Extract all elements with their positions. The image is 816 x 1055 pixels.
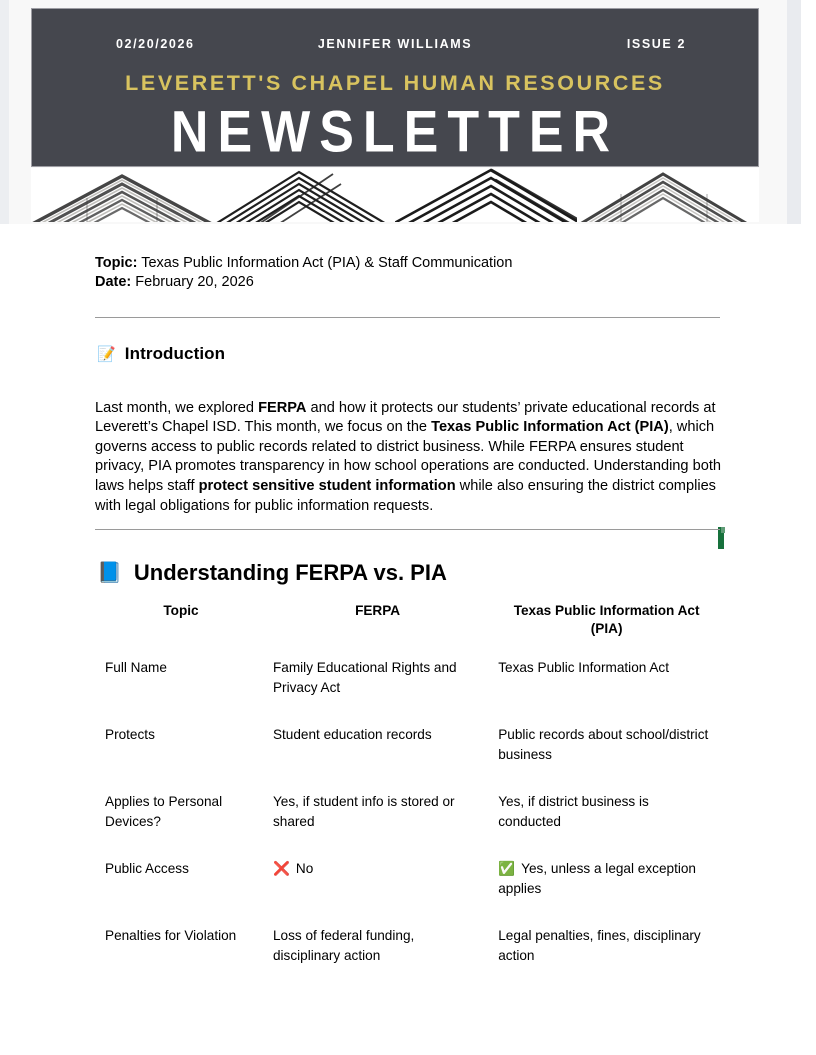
cell-topic: Full Name bbox=[105, 660, 167, 675]
emphasis-text: FERPA bbox=[258, 399, 307, 416]
meta-block bbox=[95, 254, 735, 292]
cell-pia bbox=[490, 658, 723, 725]
topic-line bbox=[95, 254, 735, 273]
cell-text: Public records about school/district business bbox=[498, 727, 709, 762]
chevron-motif bbox=[577, 168, 759, 222]
body-text: and how it protects our students’ private educational records at Leverett’s Chapel ISD. This month, we focus on the bbox=[95, 399, 716, 436]
introduction-paragraph bbox=[95, 399, 723, 517]
cell-text: Student education records bbox=[272, 727, 432, 742]
text-cursor-mark bbox=[718, 527, 724, 549]
masthead-meta-row bbox=[32, 37, 758, 55]
masthead-issue: ISSUE 2 bbox=[626, 37, 686, 51]
masthead-date: 02/20/2026 bbox=[116, 37, 195, 51]
chevron-motif bbox=[395, 168, 577, 222]
cell-text: Yes, unless a legal exception applies bbox=[498, 861, 696, 896]
cross-mark-icon: ❌ bbox=[272, 861, 290, 876]
cell-ferpa bbox=[265, 658, 490, 725]
cell-pia bbox=[490, 792, 723, 859]
column-header-topic: Topic bbox=[163, 603, 199, 618]
body-text: Last month, we explored bbox=[95, 399, 259, 416]
cell-topic: Applies to Personal Devices? bbox=[105, 794, 223, 829]
comparison-heading bbox=[97, 560, 447, 586]
cell-ferpa bbox=[265, 725, 490, 792]
cell-pia bbox=[490, 859, 723, 926]
column-header-ferpa: FERPA bbox=[355, 603, 401, 618]
chevron-motif bbox=[213, 168, 395, 222]
cell-pia bbox=[490, 926, 723, 993]
emphasis-text: protect sensitive student information bbox=[198, 477, 456, 494]
introduction-heading-label: Introduction bbox=[124, 344, 226, 363]
cell-pia bbox=[490, 725, 723, 792]
divider-top bbox=[95, 317, 720, 318]
divider-bottom bbox=[95, 529, 720, 530]
date-value: February 20, 2026 bbox=[131, 274, 254, 290]
table-header-row bbox=[95, 602, 723, 658]
table-row bbox=[95, 658, 723, 725]
masthead-title: NEWSLETTER bbox=[170, 99, 620, 165]
memo-icon: 📝 bbox=[97, 345, 116, 363]
ferpa-pia-comparison-table bbox=[95, 602, 723, 993]
emphasis-text: Texas Public Information Act (PIA) bbox=[431, 419, 669, 436]
page-edge-right bbox=[787, 0, 801, 224]
body-text: , which governs access to public records related to district business. While FERPA ensures student privacy, PIA promotes transparency in how school operations are conducted. Understanding both laws helps staff bbox=[95, 419, 721, 494]
cell-ferpa bbox=[265, 926, 490, 993]
table-row bbox=[95, 792, 723, 859]
cell-text: No bbox=[295, 861, 314, 876]
cell-text: Texas Public Information Act bbox=[498, 660, 669, 675]
topic-label: Topic: bbox=[95, 255, 138, 271]
masthead-subtitle: LEVERETT'S CHAPEL HUMAN RESOURCES bbox=[125, 71, 665, 95]
page-edge-left bbox=[0, 0, 9, 224]
blue-book-icon: 📘 bbox=[97, 562, 122, 584]
chevron-motif bbox=[31, 168, 213, 222]
cell-ferpa bbox=[265, 859, 490, 926]
date-label: Date: bbox=[95, 274, 132, 290]
table-row bbox=[95, 725, 723, 792]
masthead-author: JENNIFER WILLIAMS bbox=[317, 37, 473, 51]
cell-text: Yes, if student info is stored or shared bbox=[272, 794, 455, 829]
table-row bbox=[95, 859, 723, 926]
cell-topic: Protects bbox=[105, 727, 155, 742]
masthead bbox=[31, 8, 759, 167]
cell-ferpa bbox=[265, 792, 490, 859]
cell-text: Legal penalties, fines, disciplinary action bbox=[498, 928, 701, 963]
architectural-chevron-band bbox=[31, 168, 759, 222]
cell-topic: Penalties for Violation bbox=[105, 928, 237, 943]
table-row bbox=[95, 926, 723, 993]
cell-text: Family Educational Rights and Privacy Act bbox=[272, 660, 457, 695]
body-text: while also ensuring the district complies with legal obligations for public information requests. bbox=[95, 477, 716, 514]
column-header-pia: Texas Public Information Act (PIA) bbox=[513, 603, 700, 636]
cell-text: Loss of federal funding, disciplinary action bbox=[272, 928, 415, 963]
date-line bbox=[95, 273, 735, 292]
page-edge-far-right bbox=[801, 0, 816, 224]
check-mark-icon: ✅ bbox=[498, 861, 516, 876]
comparison-heading-label: Understanding FERPA vs. PIA bbox=[133, 560, 447, 585]
cell-topic: Public Access bbox=[105, 861, 189, 876]
topic-value: Texas Public Information Act (PIA) & Staff Communication bbox=[137, 255, 513, 271]
cell-text: Yes, if district business is conducted bbox=[498, 794, 649, 829]
introduction-heading bbox=[97, 344, 225, 364]
